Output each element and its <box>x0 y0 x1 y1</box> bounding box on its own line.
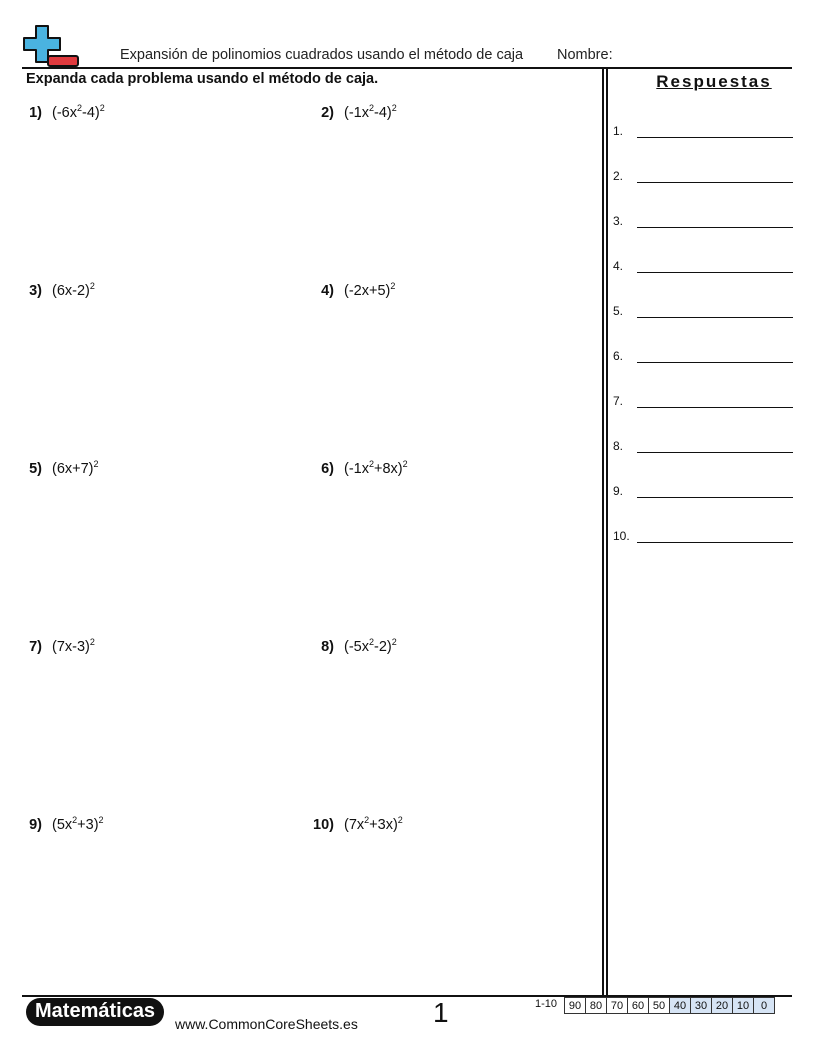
score-cell: 0 <box>754 998 775 1014</box>
header-divider <box>22 67 792 69</box>
problem-number: 7) <box>29 638 42 655</box>
column-divider-right <box>606 69 608 995</box>
answer-row-9: 9. <box>613 484 793 504</box>
brand-badge: Matemáticas <box>26 998 164 1026</box>
answer-row-6: 6. <box>613 349 793 369</box>
answer-field-8[interactable] <box>637 452 793 453</box>
answer-row-5: 5. <box>613 304 793 324</box>
problem-10: 10) $(7x^2+3x)^2$ <box>310 815 403 833</box>
problem-number: 2) <box>321 104 334 121</box>
answer-row-3: 3. <box>613 214 793 234</box>
answer-field-7[interactable] <box>637 407 793 408</box>
answer-row-10: 10. <box>613 529 793 549</box>
answer-row-4: 4. <box>613 259 793 279</box>
score-cell: 80 <box>586 998 607 1014</box>
problem-8: 8) $(-5x^2-2)^2$ <box>318 637 397 655</box>
problem-6: 6) $(-1x^2+8x)^2$ <box>318 459 408 477</box>
problem-number: 10) <box>313 816 334 833</box>
answer-field-5[interactable] <box>637 317 793 318</box>
score-cell: 10 <box>733 998 754 1014</box>
column-divider-left <box>602 69 604 995</box>
problem-number: 5) <box>29 460 42 477</box>
answer-field-1[interactable] <box>637 137 793 138</box>
problem-number: 1) <box>29 104 42 121</box>
score-cell: 30 <box>691 998 712 1014</box>
instructions: Expanda cada problema usando el método de caja. <box>26 71 379 87</box>
score-range-label: 1-10 <box>535 998 558 1010</box>
score-table <box>564 997 775 1014</box>
answer-row-1: 1. <box>613 124 793 144</box>
answer-field-6[interactable] <box>637 362 793 363</box>
problem-number: 4) <box>321 282 334 299</box>
score-cell: 90 <box>565 998 586 1014</box>
problem-7: 7) $(7x-3)^2$ <box>26 637 95 655</box>
page-number: 1 <box>433 997 449 1028</box>
answers-title: Respuestas <box>656 72 772 91</box>
answer-field-4[interactable] <box>637 272 793 273</box>
problem-1: 1) $(-6x^2-4)^2$ <box>26 103 105 121</box>
problem-number: 6) <box>321 460 334 477</box>
score-cell: 60 <box>628 998 649 1014</box>
plus-minus-logo-icon <box>22 24 80 68</box>
name-label: Nombre: <box>557 47 613 63</box>
answer-row-8: 8. <box>613 439 793 459</box>
answer-field-10[interactable] <box>637 542 793 543</box>
answer-row-2: 2. <box>613 169 793 189</box>
site-url: www.CommonCoreSheets.es <box>175 1016 358 1032</box>
problem-4: 4) $(-2x+5)^2$ <box>318 281 395 299</box>
problem-9: 9) $(5x^2+3)^2$ <box>26 815 104 833</box>
problem-number: 3) <box>29 282 42 299</box>
problem-3: 3) $(6x-2)^2$ <box>26 281 95 299</box>
score-cell: 40 <box>670 998 691 1014</box>
problem-number: 8) <box>321 638 334 655</box>
answer-row-7: 7. <box>613 394 793 414</box>
answer-field-9[interactable] <box>637 497 793 498</box>
score-cell: 70 <box>607 998 628 1014</box>
problem-5: 5) $(6x+7)^2$ <box>26 459 99 477</box>
answer-field-3[interactable] <box>637 227 793 228</box>
problem-2: 2) $(-1x^2-4)^2$ <box>318 103 397 121</box>
score-cell: 50 <box>649 998 670 1014</box>
score-cell: 20 <box>712 998 733 1014</box>
worksheet-title: Expansión de polinomios cuadrados usando el método de caja <box>120 47 524 63</box>
answer-field-2[interactable] <box>637 182 793 183</box>
problem-number: 9) <box>29 816 42 833</box>
